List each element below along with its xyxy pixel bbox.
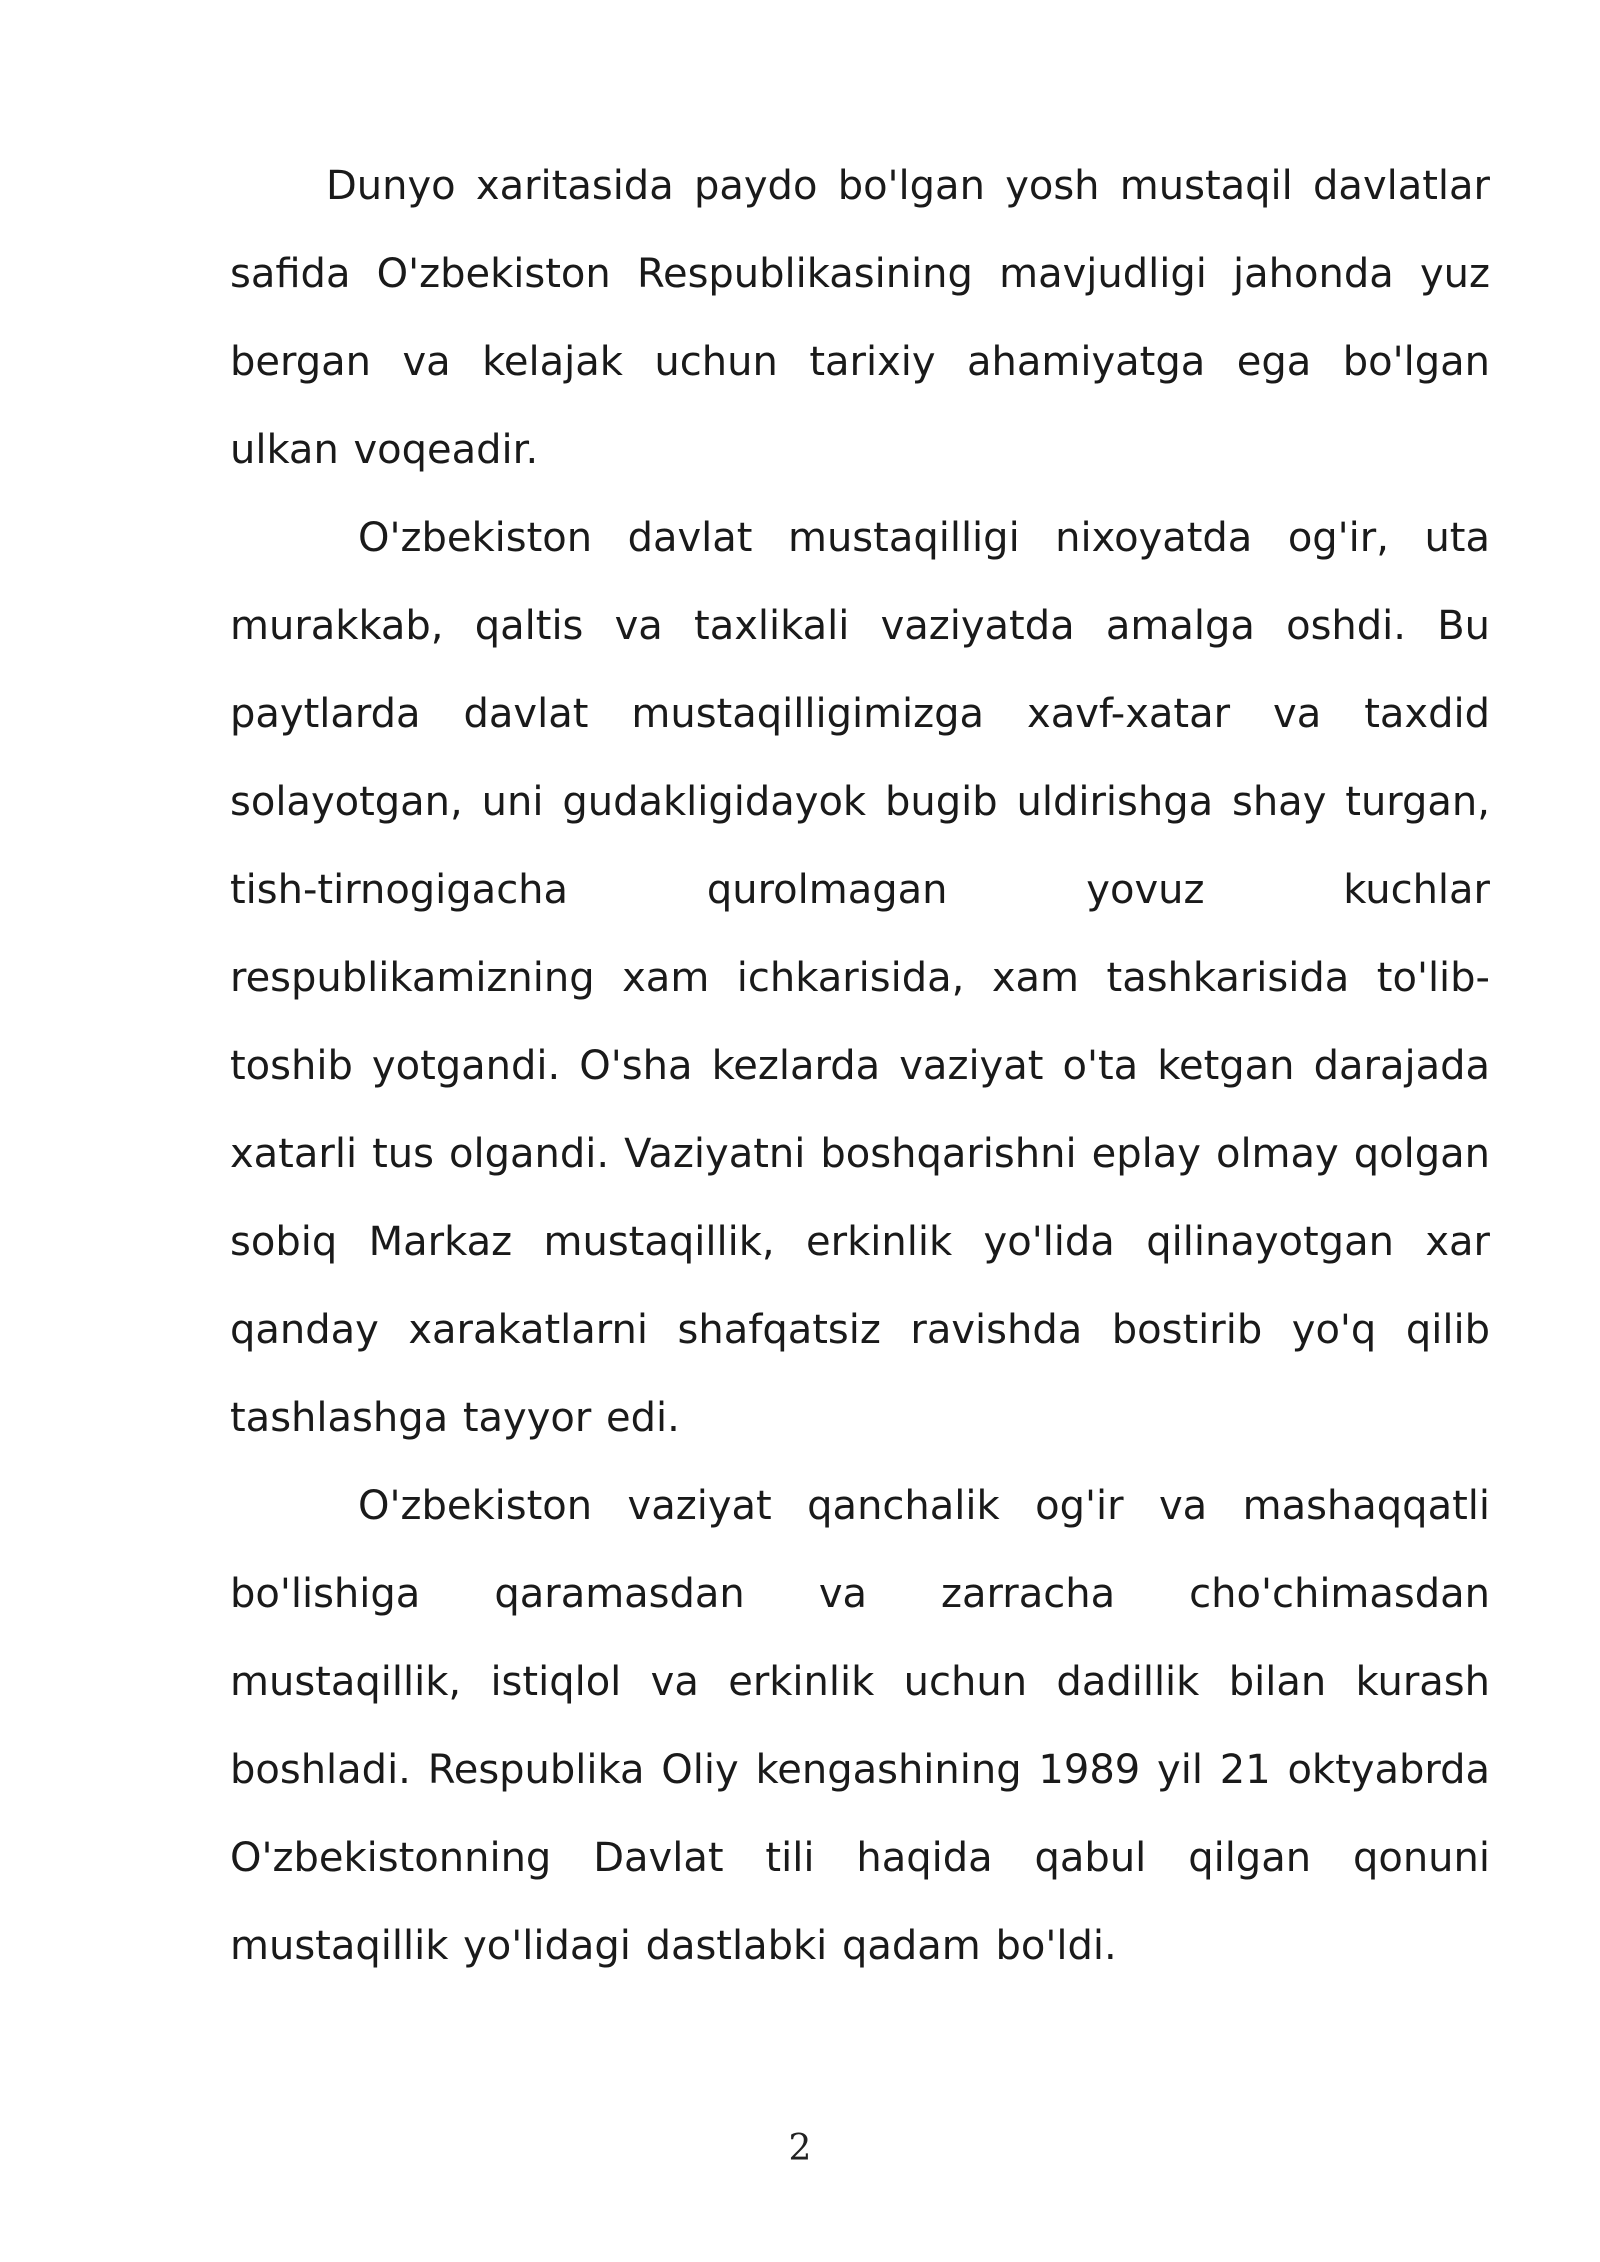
page-number: 2 (788, 2128, 812, 2169)
paragraph-1: Dunyo xaritasida paydo bo'lgan yosh mustaqil davlatlar safida O'zbekiston Respublikasining mavjudligi jahonda yuz bergan va kelajak uchun tarixiy ahamiyatga ega bo'lgan ulkan voqeadir. (230, 163, 1490, 473)
paragraph-3: O'zbekiston vaziyat qanchalik og'ir va mashaqqatli bo'lishiga qaramasdan va zarracha cho'chimasdan mustaqillik, istiqlol va erkinlik uchun dadillik bilan kurash boshladi. Respublika Oliy kengashining 1989 yil 21 oktyabrda O'zbekistonning Davlat tili haqida qabul qilgan qonuni mustaqillik yo'lidagi dastlabki qadam bo'ldi. (230, 1483, 1490, 1969)
body-text (230, 142, 1490, 1990)
paragraph-2: O'zbekiston davlat mustaqilligi nixoyatda og'ir, uta murakkab, qaltis va taxlikali vaziyatda amalga oshdi. Bu paytlarda davlat mustaqilligimizga xavf-xatar va taxdid solayotgan, uni gudakligidayok bugib uldirishga shay turgan, tish-tirnogigacha qurolmagan yovuz kuchlar respublikamizning xam ichkarisida, xam tashkarisida to'lib-toshib yotgandi. O'sha kezlarda vaziyat o'ta ketgan darajada xatarli tus olgandi. Vaziyatni boshqarishni eplay olmay qolgan sobiq Markaz mustaqillik, erkinlik yo'lida qilinayotgan xar qanday xarakatlarni shafqatsiz ravishda bostirib yo'q qilib tashlashga tayyor edi. (230, 515, 1490, 1441)
